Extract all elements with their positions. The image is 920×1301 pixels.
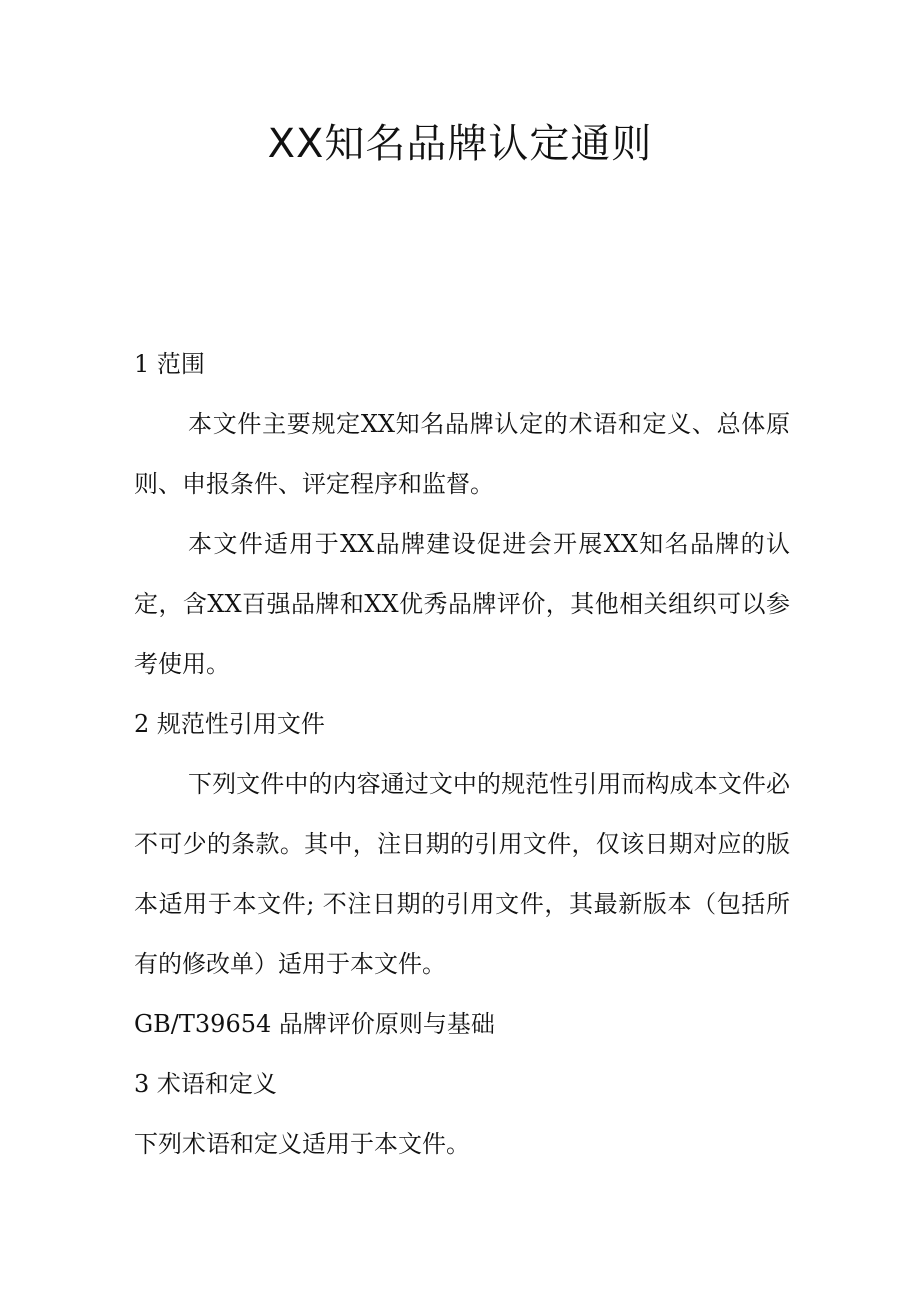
section-1-paragraph-2: 本文件适用于XX品牌建设促进会开展XX知名品牌的认定，含XX百强品牌和XX优秀品牌评价，其他相关组织可以参考使用。 [134,530,790,678]
section-1-heading: 1 范围 [134,350,205,378]
section-1-paragraph-1: 本文件主要规定XX知名品牌认定的术语和定义、总体原则、申报条件、评定程序和监督。 [134,410,790,498]
section-3-paragraph-1: 下列术语和定义适用于本文件。 [134,1130,470,1158]
section-2-heading: 2 规范性引用文件 [134,710,325,738]
section-3-heading: 3 术语和定义 [134,1070,277,1098]
section-2-reference: GB/T39654 品牌评价原则与基础 [134,1010,495,1038]
section-2-paragraph-1: 下列文件中的内容通过文中的规范性引用而构成本文件必不可少的条款。其中，注日期的引用文件，仅该日期对应的版本适用于本文件; 不注日期的引用文件，其最新版本（包括所有的修改单）适用于本文件。 [134,770,790,978]
document-body [134,334,790,1174]
document-title: XX知名品牌认定通则 [267,121,653,167]
